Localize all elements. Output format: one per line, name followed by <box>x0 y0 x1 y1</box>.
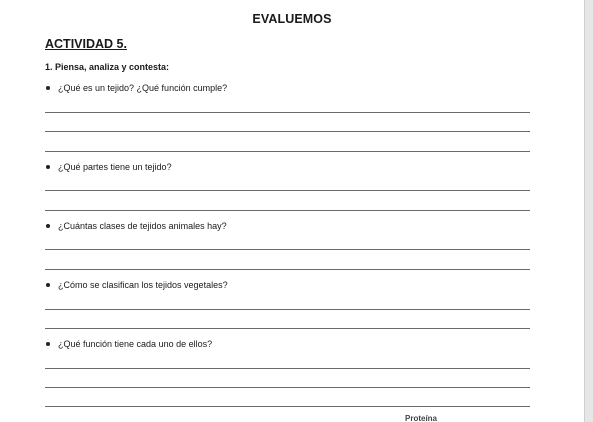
question-item <box>45 83 227 93</box>
answer-line <box>45 269 530 270</box>
bullet-icon <box>46 165 50 169</box>
answer-line <box>45 112 530 113</box>
answer-line <box>45 328 530 329</box>
bullet-icon <box>46 224 50 228</box>
bullet-icon <box>46 86 50 90</box>
activity-heading: ACTIVIDAD 5. <box>45 37 127 51</box>
answer-line <box>45 210 530 211</box>
instruction-text: 1. Piensa, analiza y contesta: <box>45 62 170 72</box>
answer-line <box>45 249 530 250</box>
question-text: ¿Qué partes tiene un tejido? <box>58 162 172 172</box>
question-text: ¿Qué es un tejido? ¿Qué función cumple? <box>58 83 228 93</box>
question-item <box>45 339 212 349</box>
viewer-gutter <box>585 0 593 422</box>
question-item <box>45 162 172 172</box>
answer-line <box>45 387 530 388</box>
bullet-icon <box>46 342 50 346</box>
bullet-icon <box>46 283 50 287</box>
page-title: EVALUEMOS <box>252 12 332 26</box>
answer-line <box>45 151 530 152</box>
question-text: ¿Cuántas clases de tejidos animales hay? <box>58 221 227 231</box>
answer-line <box>45 131 530 132</box>
question-text: ¿Cómo se clasifican los tejidos vegetales? <box>58 280 228 290</box>
question-item <box>45 221 227 231</box>
answer-line <box>45 368 530 369</box>
answer-line <box>45 190 530 191</box>
cutoff-next-section-text: Proteína <box>405 414 438 422</box>
question-item <box>45 280 228 290</box>
question-text: ¿Qué función tiene cada uno de ellos? <box>58 339 213 349</box>
answer-line <box>45 309 530 310</box>
answer-line <box>45 406 530 407</box>
